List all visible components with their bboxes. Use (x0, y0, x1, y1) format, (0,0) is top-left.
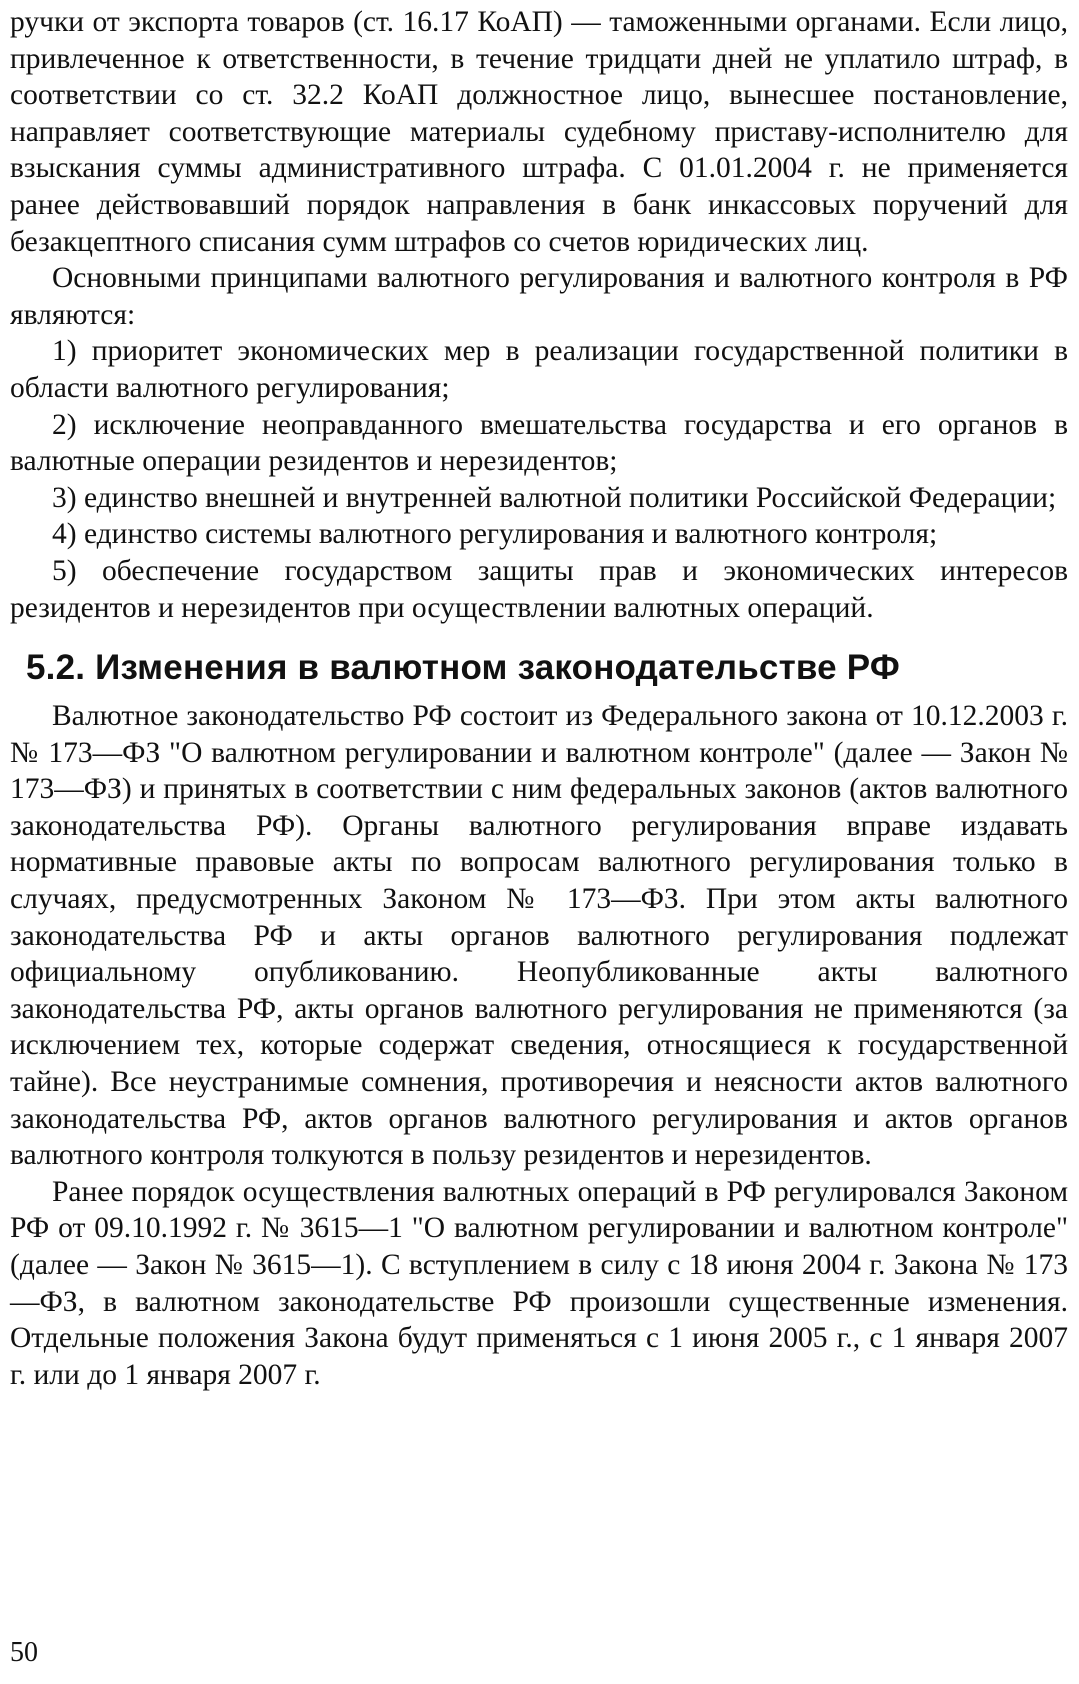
list-item: 4) единство системы валютного регулирования и валютного контроля; (52, 518, 938, 551)
paragraph-legislation: Валютное законодательство РФ состоит из Федерального закона от 10.12.2003 г. № 173—ФЗ "О валютном регулировании и валютном контроле" (далее — Закон № 173—ФЗ) и принятых в соответствии с ним федеральных законов (актов валютного законодательства РФ). Органы валютного регулирования вправе издавать нормативные правовые акты по вопросам валютного регулирования только в случаях, предусмотренных Законом № 173—ФЗ. При этом акты валютного законодательства РФ и акты органов валютного регулирования подлежат официальному опубликованию. Неопубликованные акты валютного законодательства РФ, акты органов валютного регулирования не применяются (за исключением тех, которые содержат сведения, относящиеся к государственной тайне). Все неустранимые сомнения, противоречия и неясности актов валютного законодательства РФ, актов органов валютного регулирования и актов органов валютного контроля толкуются в пользу резидентов и нерезидентов. (10, 700, 1068, 1172)
principles-list (10, 333, 1068, 626)
list-item: 2) исключение неоправданного вмешательства государства и его органов в валютные операции резидентов и нерезидентов; (10, 408, 1068, 478)
list-item: 5) обеспечение государством защиты прав и экономических интересов резидентов и нерезидентов при осуществлении валютных операций. (10, 554, 1068, 624)
page-number: 50 (10, 1637, 38, 1668)
document-page (10, 4, 1068, 1393)
paragraph-continuation: ручки от экспорта товаров (ст. 16.17 КоАП) — таможенными органами. Если лицо, привлеченное к ответственности, в течение тридцати дней не уплатило штраф, в соответствии со ст. 32.2 КоАП должностное лицо, вынесшее постановление, направляет соответствующие материалы судебному приставу-исполнителю для взыскания суммы административного штрафа. С 01.01.2004 г. не применяется ранее действовавший порядок направления в банк инкассовых поручений для безакцептного списания сумм штрафов со счетов юридических лиц. (10, 6, 1068, 258)
paragraph-principles-intro: Основными принципами валютного регулирования и валютного контроля в РФ являются: (10, 262, 1068, 331)
section-heading: 5.2. Изменения в валютном законодательстве РФ (26, 648, 900, 688)
list-item: 3) единство внешней и внутренней валютной политики Российской Федерации; (52, 481, 1057, 514)
list-item: 1) приоритет экономических мер в реализации государственной политики в области валютного регулирования; (10, 335, 1068, 404)
paragraph-history: Ранее порядок осуществления валютных операций в РФ регулировался Законом РФ от 09.10.1992 г. № 3615—1 "О валютном регулировании и валютном контроле" (далее — Закон № 3615—1). С вступлением в силу с 18 июня 2004 г. Закона № 173—ФЗ, в валютном законодательстве РФ произошли существенные изменения. Отдельные положения Закона будут применяться с 1 июня 2005 г., с 1 января 2007 г. или до 1 января 2007 г. (10, 1175, 1068, 1391)
